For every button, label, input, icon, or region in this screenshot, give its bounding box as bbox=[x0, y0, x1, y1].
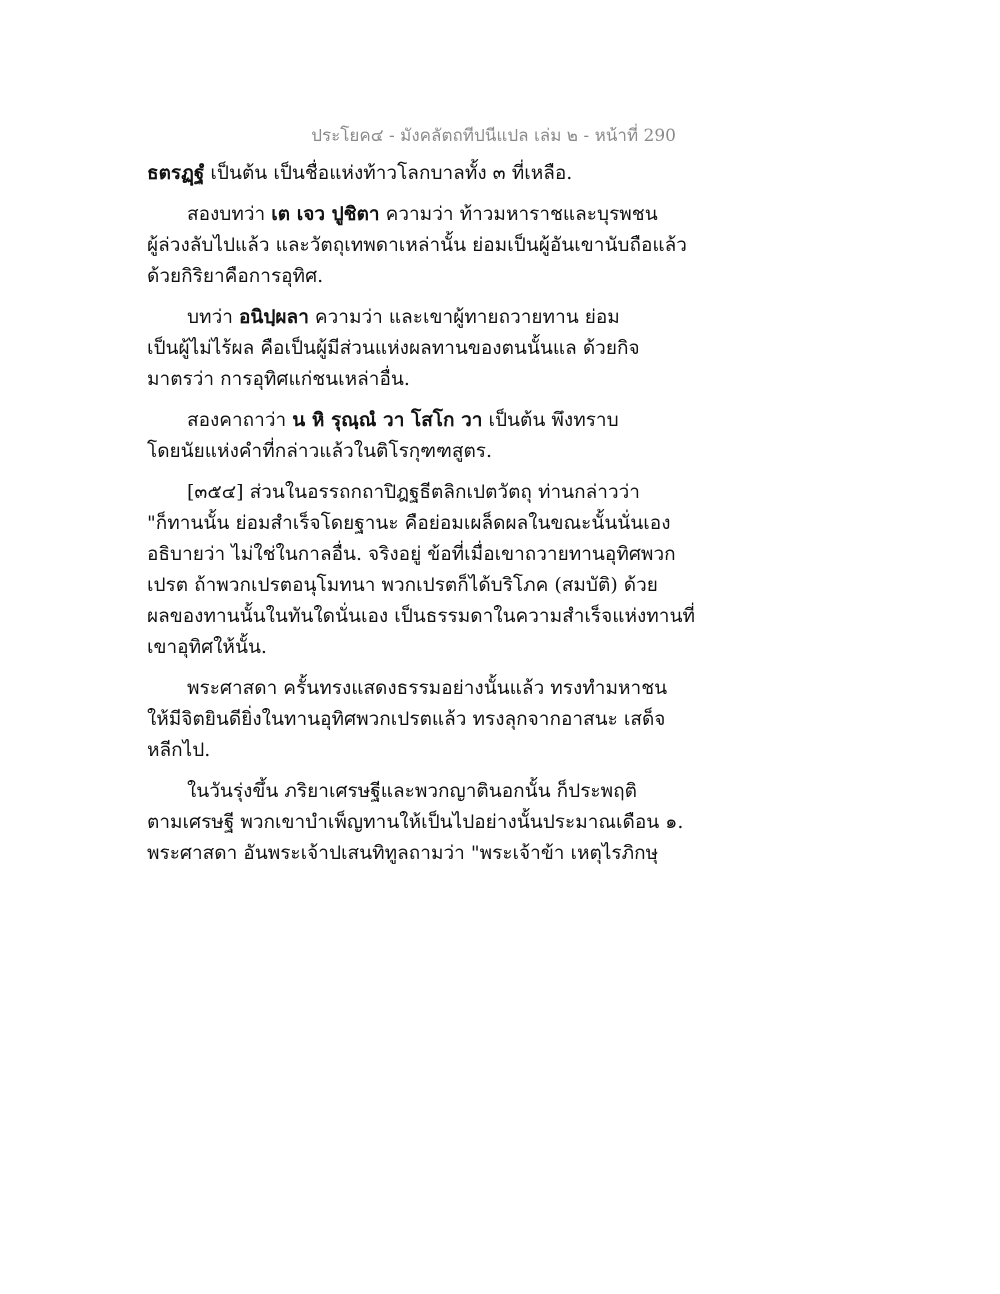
text-line: ผู้ล่วงลับไปแล้ว และวัตถุเทพดาเหล่านั้น ย่อมเป็นผู้อันเขานับถือแล้ว bbox=[147, 234, 687, 256]
body-text bbox=[147, 158, 707, 879]
text-line: ตามเศรษฐี พวกเขาบำเพ็ญทานให้เป็นไปอย่างนั้นประมาณเดือน ๑. bbox=[147, 811, 684, 833]
paragraph bbox=[147, 776, 707, 869]
text-line: ในวันรุ่งขึ้น ภริยาเศรษฐีและพวกญาตินอกนั้น ก็ประพฤติ bbox=[187, 780, 637, 802]
text-line: เขาอุทิศให้นั้น. bbox=[147, 636, 267, 658]
line-text: สองบทว่า bbox=[187, 203, 272, 225]
text-line: พระศาสดา อันพระเจ้าปเสนทิทูลถามว่า "พระเจ้าข้า เหตุไรภิกษุ bbox=[147, 842, 659, 864]
text-line bbox=[147, 302, 707, 333]
text-line: มาตรว่า การอุทิศแก่ชนเหล่าอื่น. bbox=[147, 368, 410, 390]
text-line bbox=[147, 158, 707, 189]
line-text: บทว่า bbox=[187, 306, 239, 328]
text-line: โดยนัยแห่งคำที่กล่าวแล้วในติโรกุฑฑสูตร. bbox=[147, 440, 493, 462]
text-line: ด้วยกิริยาคือการอุทิศ. bbox=[147, 265, 324, 287]
text-line bbox=[147, 405, 707, 436]
paragraph bbox=[147, 199, 707, 292]
paragraph bbox=[147, 405, 707, 467]
running-header: ประโยค๔ - มังคลัตถทีปนีแปล เล่ม ๒ - หน้าที่ 290 bbox=[311, 126, 676, 146]
pali-term: อนิปฺผลา bbox=[238, 306, 309, 328]
text-line: เปรต ถ้าพวกเปรตอนุโมทนา พวกเปรตก็ได้บริโภค (สมบัติ) ด้วย bbox=[147, 574, 658, 596]
text-line: [๓๕๔] ส่วนในอรรถกถาปิฎฐธีตลิกเปตวัตถุ ท่านกล่าวว่า bbox=[187, 481, 640, 503]
text-line: หลีกไป. bbox=[147, 739, 211, 761]
line-text: ความว่า และเขาผู้ทายถวายทาน ย่อม bbox=[308, 306, 620, 328]
paragraph bbox=[147, 477, 707, 663]
line-text: เป็นต้น เป็นชื่อแห่งท้าวโลกบาลทั้ง ๓ ที่เหลือ. bbox=[204, 162, 573, 184]
line-text: สองคาถาว่า bbox=[187, 409, 293, 431]
text-line bbox=[147, 199, 707, 230]
text-line: ผลของทานนั้นในทันใดนั่นเอง เป็นธรรมดาในความสำเร็จแห่งทานที่ bbox=[147, 605, 695, 627]
pali-term: ธตรฏฺฐํ bbox=[147, 162, 205, 184]
text-line: "ก็ทานนั้น ย่อมสำเร็จโดยฐานะ คือย่อมเผล็ดผลในขณะนั้นนั่นเอง bbox=[147, 512, 671, 534]
text-line: ให้มีจิตยินดียิ่งในทานอุทิศพวกเปรตแล้ว ทรงลุกจากอาสนะ เสด็จ bbox=[147, 708, 666, 730]
line-text: ความว่า ท้าวมหาราชและบุรพชน bbox=[379, 203, 658, 225]
pali-term: เต เจว ปูชิตา bbox=[271, 203, 380, 225]
text-line: พระศาสดา ครั้นทรงแสดงธรรมอย่างนั้นแล้ว ทรงทำมหาชน bbox=[187, 677, 668, 699]
paragraph bbox=[147, 158, 707, 189]
paragraph bbox=[147, 673, 707, 766]
text-line: อธิบายว่า ไม่ใช่ในกาลอื่น. จริงอยู่ ข้อที่เมื่อเขาถวายทานอุทิศพวก bbox=[147, 543, 676, 565]
line-text: เป็นต้น พึงทราบ bbox=[482, 409, 619, 431]
paragraph bbox=[147, 302, 707, 395]
pali-term: น หิ รุณฺณํ วา โสโก วา bbox=[292, 409, 483, 431]
text-line: เป็นผู้ไม่ไร้ผล คือเป็นผู้มีส่วนแห่งผลทานของตนนั้นแล ด้วยกิจ bbox=[147, 337, 640, 359]
